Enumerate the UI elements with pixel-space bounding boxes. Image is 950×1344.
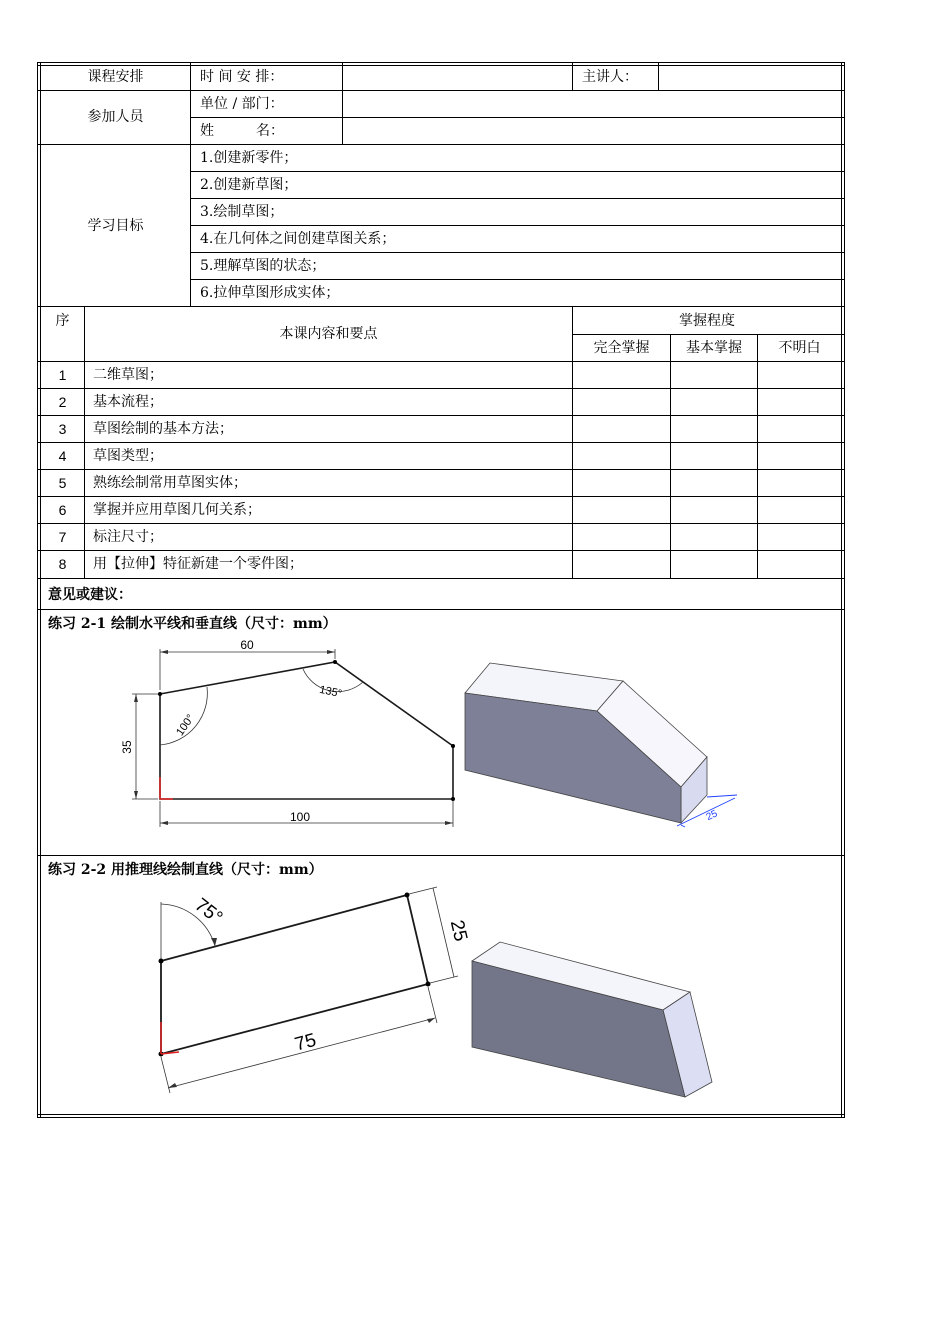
time-label: 时 间 安 排： — [200, 69, 284, 85]
dim-depth-label: 25 — [704, 808, 720, 824]
row-number: 8 — [58, 556, 67, 572]
row-number: 3 — [58, 421, 67, 437]
dim-angle-right-label: 135° — [318, 683, 344, 701]
dim-bottom-label: 100 — [289, 810, 311, 824]
name-label: 姓 名： — [200, 123, 284, 139]
dim-angle-label: 75° — [190, 894, 227, 929]
goal-item: 4.在几何体之间创建草图关系； — [200, 231, 396, 247]
dim-length-label: 75 — [292, 1029, 319, 1056]
dim-side-label: 25 — [445, 918, 471, 944]
row-text: 基本流程； — [93, 394, 163, 410]
row-text: 草图类型； — [93, 448, 163, 464]
participants-label: 参加人员 — [87, 109, 144, 125]
row-text: 草图绘制的基本方法； — [93, 421, 233, 437]
feedback-label: 意见或建议： — [48, 587, 132, 603]
seq-header: 序 — [55, 313, 70, 329]
mastery-header: 掌握程度 — [679, 313, 735, 329]
row-number: 1 — [58, 367, 67, 383]
lecturer-label: 主讲人： — [582, 69, 638, 85]
row-text: 用【拉伸】特征新建一个零件图； — [93, 556, 303, 572]
row-text: 标注尺寸； — [93, 529, 163, 545]
goals-label: 学习目标 — [87, 218, 144, 234]
mastery-basic: 基本掌握 — [686, 340, 742, 356]
content-header: 本课内容和要点 — [279, 326, 378, 342]
dim-top-label: 60 — [240, 638, 254, 652]
row-number: 7 — [58, 529, 67, 545]
dim-left-label: 35 — [120, 740, 134, 754]
goal-item: 6.拉伸草图形成实体； — [200, 285, 340, 301]
exercise1-solid — [455, 655, 755, 850]
mastery-none: 不明白 — [778, 340, 821, 356]
exercise1-sketch — [115, 635, 470, 835]
goal-item: 5.理解草图的状态； — [200, 258, 326, 274]
course-label: 课程安排 — [87, 69, 144, 85]
row-number: 6 — [58, 502, 67, 518]
unit-label: 单位 / 部门： — [200, 96, 284, 112]
goal-item: 1.创建新零件； — [200, 150, 298, 166]
exercise2-sketch — [135, 880, 475, 1100]
row-number: 5 — [58, 475, 67, 491]
row-text: 掌握并应用草图几何关系； — [93, 502, 261, 518]
dim-angle-left-label: 100° — [174, 712, 197, 739]
exercise2-title: 练习 2-2 用推理线绘制直线（尺寸：mm） — [48, 862, 323, 878]
goal-item: 2.创建新草图； — [200, 177, 298, 193]
row-number: 2 — [58, 394, 67, 410]
mastery-full: 完全掌握 — [593, 340, 650, 356]
goal-item: 3.绘制草图； — [200, 204, 284, 220]
row-text: 二维草图； — [93, 367, 163, 383]
row-text: 熟练绘制常用草图实体； — [93, 475, 247, 491]
exercise1-title: 练习 2-1 绘制水平线和垂直线（尺寸：mm） — [48, 616, 337, 632]
row-number: 4 — [58, 448, 67, 464]
exercise2-solid — [465, 935, 720, 1100]
